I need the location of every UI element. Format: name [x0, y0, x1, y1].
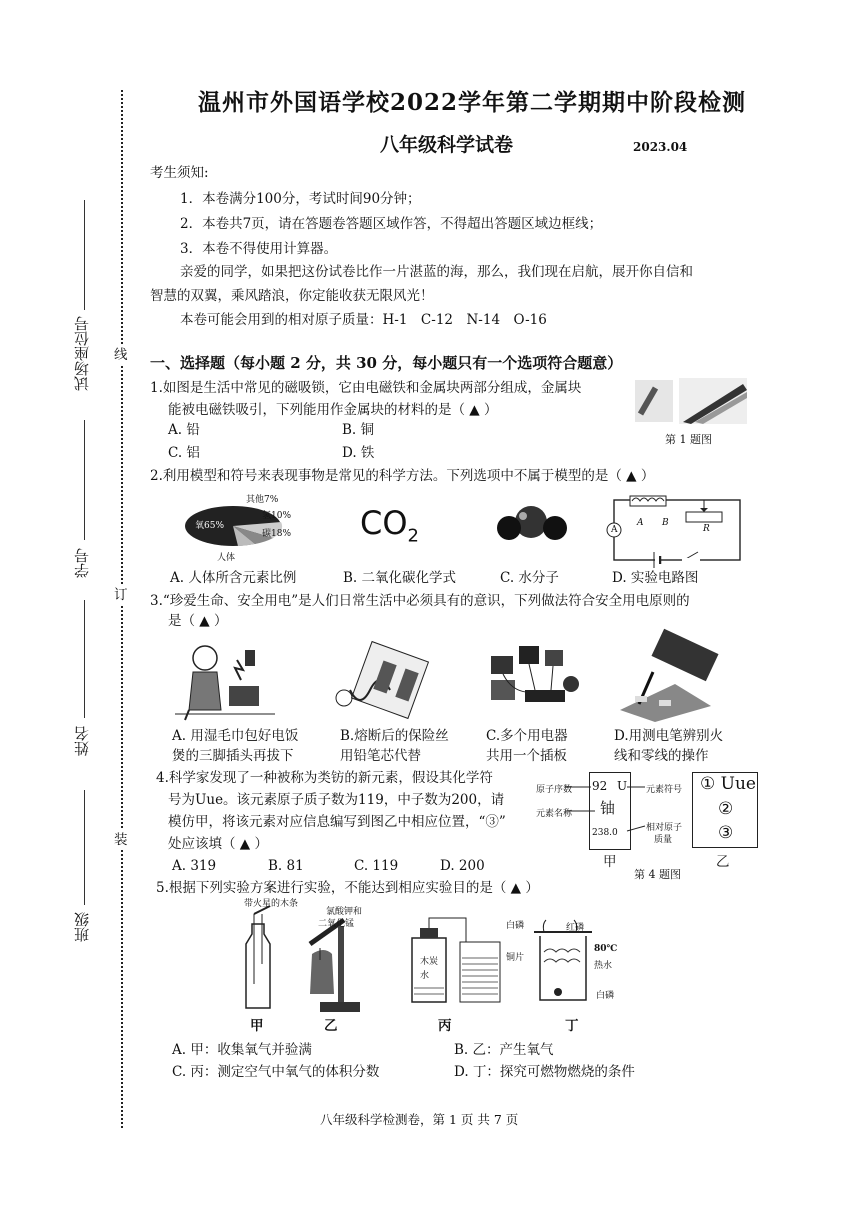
- q3-option-b-1: B.熔断后的保险丝: [340, 728, 449, 744]
- q2-option-c: C. 水分子: [500, 570, 559, 586]
- section-heading: 一、选择题（每小题 2 分，共 30 分，每小题只有一个选项符合题意）: [150, 354, 623, 372]
- page-title: 温州市外国语学校2022学年第二学期期中阶段检测: [198, 89, 747, 116]
- card-pointer-lines: [565, 782, 645, 842]
- name-blank: [84, 600, 85, 718]
- pie-caption: 人体: [217, 553, 236, 563]
- figure-label-yi-5: 乙: [324, 1018, 338, 1034]
- q3-line-1: 3.“珍爱生命、安全用电”是人们日常生活中必须具有的意识，下列做法符合安全用电原则的: [150, 593, 690, 609]
- q4-line-2: 号为Uue。该元素原子质子数为119，中子数为200，请: [168, 792, 505, 808]
- label-copper: 铜片: [506, 953, 525, 963]
- label-white-p-top: 白磷: [506, 921, 525, 931]
- q3-option-d-2: 线和零线的操作: [614, 748, 709, 764]
- q1-option-c: C. 铝: [168, 445, 200, 461]
- q4-line-1: 4.科学家发现了一种被称为类钫的新元素，假设其化学符: [156, 770, 493, 786]
- power-strip-illustration: [485, 640, 585, 720]
- test-pen-illustration: [615, 640, 715, 722]
- q5-option-a: A. 甲：收集氧气并验满: [172, 1042, 312, 1058]
- circuit-label-b: B: [662, 518, 669, 528]
- q3-option-c-1: C.多个用电器: [486, 728, 568, 744]
- notice-item-2: 2．本卷共7页，请在答题卷答题区域作答，不得超出答题区域边框线；: [180, 216, 603, 232]
- q3-option-a-1: A. 用湿毛巾包好电饭: [172, 728, 299, 744]
- q2-option-b: B. 二氧化碳化学式: [343, 570, 457, 586]
- q2-option-d: D. 实验电路图: [612, 570, 699, 586]
- label-red-p: 红磷: [566, 923, 585, 933]
- yi-row-3: ③: [718, 823, 734, 843]
- class-blank: [84, 790, 85, 905]
- binding-mark-ding: 订: [114, 587, 128, 603]
- figure-label-bing: 丙: [438, 1018, 452, 1034]
- gas-bottle-apparatus: [240, 914, 276, 1010]
- card-number: 92: [592, 779, 608, 793]
- heating-apparatus: [300, 920, 370, 1012]
- figure-label-jia: 甲: [603, 854, 617, 870]
- number-blank: [84, 420, 85, 540]
- q2-option-a: A. 人体所含元素比例: [170, 570, 297, 586]
- q5-option-c: C. 丙：测定空气中氧气的体积分数: [172, 1064, 380, 1080]
- exam-date: 2023.04: [633, 140, 688, 154]
- pie-label-oxygen: 氧65%: [195, 521, 225, 531]
- card-mass: 238.0: [592, 828, 618, 838]
- magnetic-lock-photo: [635, 378, 747, 426]
- yi-row-1: ① Uue: [700, 774, 756, 794]
- q1-option-b: B. 铜: [342, 422, 375, 438]
- pie-label-carbon: 碳18%: [262, 529, 292, 539]
- pie-label-other: 其他7%: [246, 495, 279, 505]
- label-charcoal: 木炭: [420, 957, 439, 967]
- q4-caption: 第 4 题图: [634, 868, 681, 881]
- card-mass-label-1: 相对原子: [646, 823, 683, 833]
- notice-item-3: 3．本卷不得使用计算器。: [180, 241, 338, 257]
- q1-option-a: A. 铅: [168, 422, 200, 438]
- seat-label: 试场座位号: [73, 316, 91, 391]
- circuit-label-a: A: [637, 518, 644, 528]
- q3-line-2: 是（ ▲ ）: [168, 613, 228, 629]
- page-subtitle: 八年级科学试卷: [380, 134, 514, 156]
- q1-line-2: 能被电磁铁吸引，下列能用作金属块的材料的是（ ▲ ）: [168, 402, 498, 418]
- q3-option-d-1: D.用测电笔辨别火: [614, 728, 724, 744]
- name-label: 姓名: [73, 726, 91, 756]
- water-molecule-model: [493, 500, 573, 550]
- pie-label-hydrogen: 氢10%: [262, 511, 292, 521]
- notice-para-1: 亲爱的同学，如果把这份试卷比作一片湛蓝的海，那么，我们现在启航，展开你自信和: [180, 264, 693, 280]
- page-footer: 八年级科学检测卷，第 1 页 共 7 页: [320, 1112, 519, 1127]
- q3-option-c-2: 共用一个插板: [486, 748, 567, 764]
- binding-dotted-line: [121, 90, 123, 1128]
- card-name-label: 元素名称: [536, 809, 573, 819]
- notice-para-2: 智慧的双翼，乘风踏浪，你定能收获无限风光！: [150, 288, 434, 304]
- co2-formula: $CO_2$: [360, 504, 419, 547]
- binding-mark-zhuang: 装: [114, 832, 128, 848]
- pencil-fuse-illustration: [330, 640, 440, 720]
- card-symbol-label: 元素符号: [646, 785, 683, 795]
- q4-option-d: D. 200: [440, 858, 485, 874]
- label-hot-water: 热水: [594, 961, 613, 971]
- yi-row-2: ②: [718, 799, 734, 819]
- q1-line-1: 1.如图是生活中常见的磁吸锁，它由电磁铁和金属块两部分组成，金属块: [150, 380, 582, 396]
- q5-line-1: 5.根据下列实验方案进行实验，不能达到相应实验目的是（ ▲ ）: [156, 880, 539, 896]
- circuit-label-r: R: [703, 524, 710, 534]
- q1-option-d: D. 铁: [342, 445, 375, 461]
- q1-caption: 第 1 题图: [665, 433, 712, 446]
- q3-option-b-2: 用铅笔芯代替: [340, 748, 421, 764]
- combustion-apparatus: [528, 922, 598, 1004]
- q5-option-b: B. 乙：产生氧气: [454, 1042, 554, 1058]
- notice-item-1: 1．本卷满分100分，考试时间90分钟；: [180, 191, 421, 207]
- figure-label-yi: 乙: [716, 854, 730, 870]
- label-white-p-bottom: 白磷: [596, 991, 615, 1001]
- q2-line-1: 2.利用模型和符号来表现事物是常见的科学方法。下列选项中不属于模型的是（ ▲ ）: [150, 468, 655, 484]
- label-kclo3-2: 二氧化锰: [318, 919, 355, 929]
- notice-heading: 考生须知:: [150, 165, 209, 181]
- q4-option-c: C. 119: [354, 858, 399, 874]
- q4-option-b: B. 81: [268, 858, 304, 874]
- seat-blank: [84, 200, 85, 310]
- figure-label-ding: 丁: [565, 1018, 579, 1034]
- q3-option-a-2: 煲的三脚插头再拔下: [172, 748, 294, 764]
- q5-option-d: D. 丁：探究可燃物燃烧的条件: [454, 1064, 635, 1080]
- card-mass-label-2: 质量: [654, 835, 673, 845]
- card-atomic-no-label: 原子序数: [536, 785, 573, 795]
- atomic-masses: 本卷可能会用到的相对原子质量：H-1 C-12 N-14 O-16: [180, 312, 547, 328]
- class-label: 班级: [73, 912, 91, 942]
- circuit-diagram: [614, 496, 744, 564]
- q4-line-3: 模仿甲，将该元素对应信息编写到图乙中相应位置，“③”: [168, 814, 506, 830]
- label-splint: 带火星的木条: [244, 899, 299, 909]
- card-name: 铀: [600, 799, 616, 817]
- label-kclo3-1: 氯酸钾和: [326, 907, 363, 917]
- q4-option-a: A. 319: [172, 858, 217, 874]
- q4-line-4: 处应该填（ ▲ ）: [168, 836, 268, 852]
- number-label: 学号: [73, 548, 91, 578]
- circuit-ammeter-label: A: [611, 525, 618, 535]
- wet-towel-plug-illustration: [175, 640, 275, 722]
- binding-mark-line: 线: [114, 347, 128, 363]
- card-symbol: U: [617, 779, 628, 793]
- label-water: 水: [420, 971, 430, 981]
- label-temp: 80℃: [594, 944, 618, 954]
- figure-label-jia-5: 甲: [250, 1018, 264, 1034]
